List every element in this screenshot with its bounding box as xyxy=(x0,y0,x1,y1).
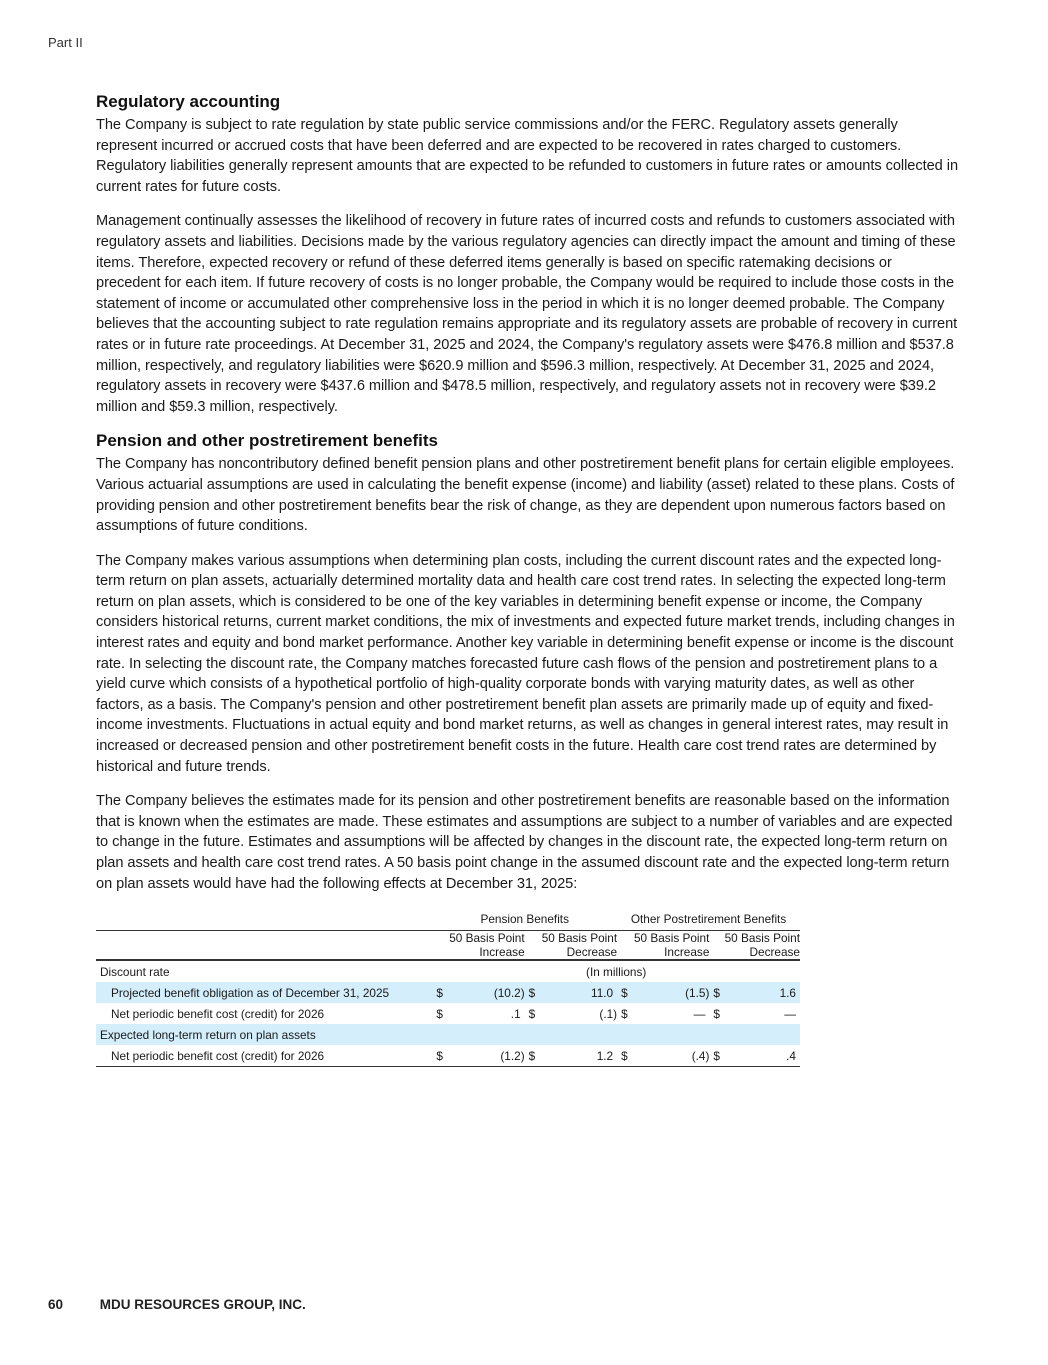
cell-value: (10.2) xyxy=(450,982,525,1003)
currency-symbol: $ xyxy=(617,1045,635,1067)
currency-symbol: $ xyxy=(432,1045,450,1067)
paragraph: The Company has noncontributory defined benefit pension plans and other postretirement benefit plans for certain eligible employees. Various actuarial assumptions are used in calculating the benefit expense (income) and liability (asset) related to these plans. Costs of providing pension and other postretirement benefits bear the risk of change, as they are dependent upon numerous factors based on assumptions of future conditions. xyxy=(96,456,955,535)
row-label: Net periodic benefit cost (credit) for 2026 xyxy=(111,1006,325,1021)
currency-symbol: $ xyxy=(713,1006,720,1021)
currency-symbol: $ xyxy=(621,1006,628,1021)
section-heading: Regulatory accounting xyxy=(96,92,281,111)
page-number: 60 xyxy=(48,1297,64,1312)
paragraph: Management continually assesses the likelihood of recovery in future rates of incurred costs and refunds to customers associated with regulatory assets and liabilities. Decisions made by the various regulatory agencies can directly impact the amount and timing of these items. Therefore, expected recovery or refund of these deferred items generally is based on specific ratemaking decisions or precedent for each item. If future recovery of costs is no longer probable, the Company would be required to include those costs in the statement of income or accumulated other comprehensive loss in the period in which it is no longer deemed probable. The Company believes that the accounting subject to rate regulation remains appropriate and its regulatory assets are probable of recovery in current rates or in future rate proceedings. At December 31, 2025 and 2024, the Company's regulatory assets were $476.8 million and $537.8 million, respectively, and regulatory liabilities were $620.9 million and $596.3 million, respectively. At December 31, 2025 and 2024, regulatory assets in recovery were $437.6 million and $478.5 million, respectively, and regulatory assets not in recovery were $39.2 million and $59.3 million, respectively. xyxy=(96,213,958,415)
column-header: 50 Basis Point Increase xyxy=(617,931,709,961)
paragraph: The Company makes various assumptions when determining plan costs, including the current discount rates and the expected long-term return on plan assets, actuarially determined mortality data and health care cost trend rates. In selecting the expected long-term return on plan assets, which is considered to be one of the key variables in determining benefit expense or income, the Company considers historical returns, current market conditions, the mix of investments and expected future market trends, including changes in interest rates and equity and bond market performance. Another key variable in determining benefit expense or income is the discount rate. In selecting the discount rate, the Company matches forecasted future cash flows of the pension and postretirement plans to a yield curve which consists of a hypothetical portfolio of high-quality corporate bonds with varying maturity dates, as well as other factors, as a basis. The Company's pension and other postretirement benefit plan assets are primarily made up of equity and fixed-income investments. Fluctuations in actual equity and bond market returns, as well as changes in general interest rates, may result in increased or decreased pension and other postretirement benefit costs in the future. Health care cost trend rates are determined by historical and future trends. xyxy=(96,552,955,775)
basis-point-effects-table xyxy=(96,908,800,1067)
column-header-row xyxy=(96,931,800,961)
currency-symbol: $ xyxy=(525,982,543,1003)
group-header-pension: Pension Benefits xyxy=(432,908,617,931)
currency-symbol: $ xyxy=(432,982,450,1003)
currency-symbol: $ xyxy=(709,982,727,1003)
row-label: Projected benefit obligation as of December 31, 2025 xyxy=(96,982,432,1003)
part-label: Part II xyxy=(48,35,83,50)
cell-value: 1.2 xyxy=(542,1045,617,1067)
group-header-row xyxy=(96,908,800,931)
section-heading: Pension and other postretirement benefits xyxy=(96,431,438,451)
group-header-other-postretirement: Other Postretirement Benefits xyxy=(617,908,800,931)
regulatory-accounting-section xyxy=(96,92,958,417)
cell-value: 1.6 xyxy=(727,982,800,1003)
cell-value: (1.2) xyxy=(450,1045,525,1067)
cell-value: 11.0 xyxy=(542,982,617,1003)
cell-value: (.4) xyxy=(635,1045,710,1067)
row-label: Discount rate xyxy=(100,964,170,979)
page-footer xyxy=(48,1297,306,1312)
paragraph: The Company is subject to rate regulation by state public service commissions and/or the FERC. Regulatory assets generally represent incurred or accrued costs that have been deferred and are expected to be recovered in rates charged to customers. Regulatory liabilities generally represent amounts that are expected to be refunded to customers in future rates or amounts collected in current rates for future costs. xyxy=(96,117,959,195)
cell-value: .1 xyxy=(510,1006,521,1021)
column-header: 50 Basis Point Increase xyxy=(432,931,524,961)
column-header: 50 Basis Point Decrease xyxy=(525,931,617,961)
currency-symbol: $ xyxy=(436,1006,443,1021)
row-label: Net periodic benefit cost (credit) for 2026 xyxy=(96,1045,432,1067)
cell-value: — xyxy=(693,1006,706,1021)
table-row xyxy=(96,1003,800,1024)
units-label: (In millions) xyxy=(586,964,647,979)
page-content xyxy=(96,92,958,1067)
paragraph: The Company believes the estimates made for its pension and other postretirement benefits are reasonable based on the information that is known when the estimates are made. These estimates and assumptions are subject to a number of variables and are expected to change in the future. Estimates and assumptions will be affected by changes in the discount rate, the expected long-term return on plan assets and health care cost trend rates. A 50 basis point change in the assumed discount rate and the expected long-term return on plan assets would have had the following effects at December 31, 2025: xyxy=(96,793,953,892)
currency-symbol: $ xyxy=(528,1006,536,1021)
pension-benefits-section xyxy=(96,431,958,894)
column-header: 50 Basis Point Decrease xyxy=(709,931,800,961)
row-label: Expected long-term return on plan assets xyxy=(96,1024,432,1045)
table-row xyxy=(96,1045,800,1067)
cell-value: (1.5) xyxy=(635,982,710,1003)
company-name: MDU RESOURCES GROUP, INC. xyxy=(99,1297,306,1312)
table-section-row xyxy=(96,1024,800,1045)
currency-symbol: $ xyxy=(617,982,635,1003)
table-row xyxy=(96,982,800,1003)
currency-symbol: $ xyxy=(709,1045,727,1067)
table-section-row xyxy=(96,960,800,982)
currency-symbol: $ xyxy=(525,1045,543,1067)
cell-value: .4 xyxy=(727,1045,800,1067)
cell-value: (.1) xyxy=(599,1006,618,1021)
cell-value: — xyxy=(784,1006,796,1021)
